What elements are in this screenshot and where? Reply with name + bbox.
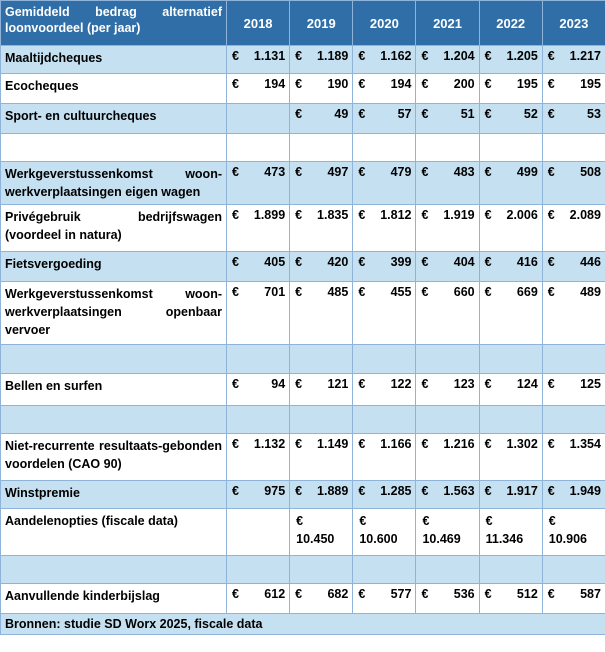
value-cell-2019 xyxy=(290,434,353,481)
euro-sign: € xyxy=(232,77,239,91)
euro-sign: € xyxy=(548,514,556,528)
value-cell-2020 xyxy=(353,252,416,282)
value-cell-2020 xyxy=(353,345,416,374)
value-cell-2019 xyxy=(290,374,353,406)
euro-sign: € xyxy=(358,484,366,498)
euro-sign: € xyxy=(232,437,239,451)
year-2019: 2019 xyxy=(290,1,353,46)
value-cell-2023 xyxy=(542,134,605,162)
value-cell-2019 xyxy=(290,584,353,614)
euro-sign: € xyxy=(295,77,303,91)
amount: 1.166 xyxy=(380,437,412,451)
euro-sign: € xyxy=(358,587,366,601)
row-label xyxy=(1,345,227,374)
value-cell-2019 xyxy=(290,282,353,345)
value-cell-2023 xyxy=(542,345,605,374)
euro-sign: € xyxy=(295,587,303,601)
euro-sign: € xyxy=(484,208,492,222)
value-cell-2022 xyxy=(479,282,542,345)
amount: 405 xyxy=(264,255,286,269)
amount: 508 xyxy=(580,165,601,179)
amount: 416 xyxy=(516,255,538,269)
amount: 194 xyxy=(264,77,286,91)
table-row xyxy=(1,74,605,104)
value-cell-2022 xyxy=(479,406,542,434)
value-cell-2022 xyxy=(479,205,542,252)
euro-sign: € xyxy=(547,437,555,451)
value-cell-2023 xyxy=(542,584,605,614)
value-cell-2021 xyxy=(416,46,479,74)
table-row xyxy=(1,406,605,434)
euro-sign: € xyxy=(358,285,366,299)
amount: 483 xyxy=(453,165,475,179)
value-cell-2022 xyxy=(479,584,542,614)
euro-sign: € xyxy=(295,165,303,179)
euro-sign: € xyxy=(484,285,492,299)
table-row xyxy=(1,556,605,584)
euro-sign: € xyxy=(358,437,366,451)
euro-sign: € xyxy=(358,49,366,63)
value-cell-2021 xyxy=(416,406,479,434)
value-cell-2019 xyxy=(290,134,353,162)
euro-sign: € xyxy=(295,437,303,451)
euro-sign: € xyxy=(484,107,492,121)
amount: 51 xyxy=(460,107,475,121)
value-cell-2023 xyxy=(542,282,605,345)
value-cell-2018 xyxy=(227,74,290,104)
euro-sign: € xyxy=(484,165,492,179)
table-row xyxy=(1,104,605,134)
euro-sign: € xyxy=(295,285,303,299)
euro-sign: € xyxy=(232,49,239,63)
value-cell-2018 xyxy=(227,282,290,345)
value-cell-2023 xyxy=(542,509,605,556)
amount: 94 xyxy=(271,377,286,391)
value-cell-2021 xyxy=(416,134,479,162)
year-2023: 2023 xyxy=(542,1,605,46)
euro-sign: € xyxy=(484,437,492,451)
euro-sign: € xyxy=(295,484,303,498)
euro-sign: € xyxy=(232,255,239,269)
amount: 194 xyxy=(390,77,412,91)
value-cell-2018 xyxy=(227,205,290,252)
value-cell-2021 xyxy=(416,282,479,345)
row-label: Winstpremie xyxy=(1,481,227,509)
row-label: Werkgeverstussenkomst woon-werkverplaatsingen eigen wagen xyxy=(1,162,227,205)
table-row xyxy=(1,345,605,374)
value-cell-2023 xyxy=(542,162,605,205)
amount: 1.205 xyxy=(506,49,538,63)
value-cell-2018 xyxy=(227,509,290,556)
value-cell-2018 xyxy=(227,556,290,584)
value-cell-2021 xyxy=(416,434,479,481)
value-cell-2020 xyxy=(353,205,416,252)
euro-sign: € xyxy=(421,107,429,121)
amount: 473 xyxy=(264,165,286,179)
row-label: Ecocheques xyxy=(1,74,227,104)
euro-sign: € xyxy=(484,77,492,91)
amount: 121 xyxy=(327,377,349,391)
value-cell-2023 xyxy=(542,252,605,282)
value-cell-2022 xyxy=(479,104,542,134)
value-cell-2019 xyxy=(290,104,353,134)
value-cell-2023 xyxy=(542,46,605,74)
row-label xyxy=(1,556,227,584)
row-label: Sport- en cultuurcheques xyxy=(1,104,227,134)
amount: 587 xyxy=(580,587,601,601)
amount: 2.089 xyxy=(569,208,601,222)
amount: 57 xyxy=(397,107,412,121)
amount: 399 xyxy=(390,255,412,269)
euro-sign: € xyxy=(484,587,492,601)
euro-sign: € xyxy=(295,107,303,121)
value-cell-2020 xyxy=(353,104,416,134)
euro-sign: € xyxy=(359,514,367,528)
table-body xyxy=(1,46,605,614)
row-label: Werkgeverstussenkomst woon-werkverplaatsingen openbaar vervoer xyxy=(1,282,227,345)
euro-sign: € xyxy=(421,255,429,269)
value-cell-2021 xyxy=(416,162,479,205)
table-row xyxy=(1,252,605,282)
amount: 200 xyxy=(453,77,475,91)
year-2021: 2021 xyxy=(416,1,479,46)
amount: 536 xyxy=(453,587,475,601)
amount: 489 xyxy=(580,285,601,299)
row-label: Niet-recurrente resultaats-gebonden voordelen (CAO 90) xyxy=(1,434,227,481)
value-cell-2018 xyxy=(227,252,290,282)
value-cell-2020 xyxy=(353,134,416,162)
amount: 682 xyxy=(327,587,349,601)
value-cell-2019 xyxy=(290,162,353,205)
row-label: Aandelenopties (fiscale data) xyxy=(1,509,227,556)
euro-sign: € xyxy=(422,514,430,528)
value-cell-2019 xyxy=(290,205,353,252)
value-cell-2018 xyxy=(227,345,290,374)
value-cell-2021 xyxy=(416,584,479,614)
value-cell-2018 xyxy=(227,134,290,162)
euro-sign: € xyxy=(358,165,366,179)
value-cell-2020 xyxy=(353,406,416,434)
table-row xyxy=(1,481,605,509)
amount: 485 xyxy=(327,285,349,299)
table-row xyxy=(1,584,605,614)
amount: 2.006 xyxy=(506,208,538,222)
source-row xyxy=(1,614,605,635)
amount: 1.189 xyxy=(317,49,349,63)
amount: 479 xyxy=(390,165,412,179)
euro-sign: € xyxy=(295,255,303,269)
amount: 52 xyxy=(523,107,538,121)
euro-sign: € xyxy=(358,77,366,91)
euro-sign: € xyxy=(421,285,429,299)
table-row xyxy=(1,282,605,345)
value-cell-2020 xyxy=(353,481,416,509)
amount: 1.919 xyxy=(443,208,475,222)
value-cell-2023 xyxy=(542,374,605,406)
year-2022: 2022 xyxy=(479,1,542,46)
amount: 446 xyxy=(580,255,601,269)
table-row xyxy=(1,205,605,252)
euro-sign: € xyxy=(296,514,304,528)
euro-sign: € xyxy=(547,377,555,391)
table-row xyxy=(1,509,605,556)
euro-sign: € xyxy=(547,484,555,498)
value-cell-2022 xyxy=(479,509,542,556)
value-cell-2019 xyxy=(290,46,353,74)
amount: 125 xyxy=(580,377,601,391)
amount: 1.899 xyxy=(253,208,286,222)
euro-sign: € xyxy=(421,208,429,222)
value-cell-2022 xyxy=(479,162,542,205)
amount: 612 xyxy=(264,587,286,601)
euro-sign: € xyxy=(421,165,429,179)
value-cell-2019 xyxy=(290,74,353,104)
row-label: Fietsvergoeding xyxy=(1,252,227,282)
euro-sign: € xyxy=(484,255,492,269)
euro-sign: € xyxy=(421,77,429,91)
amount: 190 xyxy=(327,77,349,91)
value-cell-2022 xyxy=(479,252,542,282)
amount: 404 xyxy=(453,255,475,269)
euro-sign: € xyxy=(232,285,239,299)
value-cell-2020 xyxy=(353,74,416,104)
value-cell-2021 xyxy=(416,252,479,282)
amount: 1.285 xyxy=(380,484,412,498)
euro-sign: € xyxy=(547,77,555,91)
amount: 11.346 xyxy=(485,532,524,546)
table-row xyxy=(1,162,605,205)
value-cell-2018 xyxy=(227,104,290,134)
amount: 420 xyxy=(327,255,349,269)
value-cell-2023 xyxy=(542,74,605,104)
value-cell-2020 xyxy=(353,509,416,556)
value-cell-2019 xyxy=(290,481,353,509)
row-label: Privégebruik bedrijfswagen (voordeel in natura) xyxy=(1,205,227,252)
value-cell-2021 xyxy=(416,374,479,406)
value-cell-2022 xyxy=(479,374,542,406)
year-2018: 2018 xyxy=(227,1,290,46)
row-label xyxy=(1,406,227,434)
value-cell-2020 xyxy=(353,162,416,205)
euro-sign: € xyxy=(547,587,555,601)
value-cell-2018 xyxy=(227,584,290,614)
value-cell-2021 xyxy=(416,509,479,556)
value-cell-2021 xyxy=(416,556,479,584)
value-cell-2023 xyxy=(542,434,605,481)
row-label: Bellen en surfen xyxy=(1,374,227,406)
value-cell-2019 xyxy=(290,556,353,584)
table-row xyxy=(1,374,605,406)
amount: 1.889 xyxy=(317,484,349,498)
value-cell-2018 xyxy=(227,162,290,205)
value-cell-2022 xyxy=(479,345,542,374)
value-cell-2022 xyxy=(479,481,542,509)
euro-sign: € xyxy=(484,49,492,63)
value-cell-2020 xyxy=(353,584,416,614)
value-cell-2019 xyxy=(290,252,353,282)
table-row xyxy=(1,434,605,481)
amount: 1.149 xyxy=(317,437,349,451)
value-cell-2018 xyxy=(227,406,290,434)
value-cell-2022 xyxy=(479,556,542,584)
amount: 499 xyxy=(516,165,538,179)
amount: 512 xyxy=(516,587,538,601)
value-cell-2022 xyxy=(479,74,542,104)
euro-sign: € xyxy=(232,208,239,222)
amount: 1.563 xyxy=(443,484,475,498)
amount: 1.302 xyxy=(506,437,538,451)
amount: 497 xyxy=(327,165,349,179)
euro-sign: € xyxy=(484,484,492,498)
value-cell-2023 xyxy=(542,481,605,509)
amount: 10.450 xyxy=(296,532,335,546)
value-cell-2019 xyxy=(290,509,353,556)
euro-sign: € xyxy=(232,165,239,179)
row-label xyxy=(1,134,227,162)
amount: 975 xyxy=(264,484,286,498)
value-cell-2019 xyxy=(290,406,353,434)
table-row xyxy=(1,134,605,162)
value-cell-2018 xyxy=(227,46,290,74)
amount: 1.216 xyxy=(443,437,475,451)
amount: 1.217 xyxy=(569,49,601,63)
value-cell-2021 xyxy=(416,205,479,252)
value-cell-2018 xyxy=(227,434,290,481)
header-row xyxy=(1,1,605,46)
amount: 1.162 xyxy=(380,49,412,63)
euro-sign: € xyxy=(358,208,366,222)
amount: 455 xyxy=(390,285,412,299)
amount: 1.949 xyxy=(569,484,601,498)
value-cell-2021 xyxy=(416,104,479,134)
amount: 10.469 xyxy=(422,532,461,546)
amount: 195 xyxy=(516,77,538,91)
value-cell-2023 xyxy=(542,406,605,434)
row-label: Maaltijdcheques xyxy=(1,46,227,74)
euro-sign: € xyxy=(358,255,366,269)
euro-sign: € xyxy=(421,49,429,63)
euro-sign: € xyxy=(421,484,429,498)
value-cell-2019 xyxy=(290,345,353,374)
value-cell-2021 xyxy=(416,345,479,374)
amount: 10.600 xyxy=(359,532,398,546)
value-cell-2023 xyxy=(542,556,605,584)
euro-sign: € xyxy=(547,107,555,121)
value-cell-2018 xyxy=(227,481,290,509)
year-2020: 2020 xyxy=(353,1,416,46)
amount: 122 xyxy=(390,377,412,391)
amount: 195 xyxy=(580,77,601,91)
euro-sign: € xyxy=(421,377,429,391)
euro-sign: € xyxy=(547,208,555,222)
value-cell-2021 xyxy=(416,481,479,509)
amount: 1.132 xyxy=(253,437,286,451)
euro-sign: € xyxy=(484,377,492,391)
value-cell-2020 xyxy=(353,46,416,74)
value-cell-2023 xyxy=(542,104,605,134)
value-cell-2018 xyxy=(227,374,290,406)
amount: 1.812 xyxy=(380,208,412,222)
amount: 10.906 xyxy=(548,532,588,546)
euro-sign: € xyxy=(421,437,429,451)
euro-sign: € xyxy=(485,514,493,528)
euro-sign: € xyxy=(547,285,555,299)
amount: 1.204 xyxy=(443,49,475,63)
value-cell-2022 xyxy=(479,434,542,481)
amount: 1.131 xyxy=(253,49,286,63)
value-cell-2020 xyxy=(353,556,416,584)
euro-sign: € xyxy=(421,587,429,601)
row-label: Aanvullende kinderbijslag xyxy=(1,584,227,614)
amount: 577 xyxy=(390,587,412,601)
euro-sign: € xyxy=(232,484,239,498)
euro-sign: € xyxy=(295,377,303,391)
euro-sign: € xyxy=(232,377,239,391)
value-cell-2020 xyxy=(353,434,416,481)
euro-sign: € xyxy=(547,165,555,179)
amount: 1.835 xyxy=(317,208,349,222)
euro-sign: € xyxy=(358,377,366,391)
amount: 701 xyxy=(264,285,286,299)
euro-sign: € xyxy=(547,49,555,63)
amount: 660 xyxy=(453,285,475,299)
amount: 123 xyxy=(453,377,475,391)
header-label: Gemiddeld bedrag alternatief loonvoordeel (per jaar) xyxy=(1,1,227,46)
value-cell-2020 xyxy=(353,282,416,345)
table-row xyxy=(1,46,605,74)
amount: 1.354 xyxy=(569,437,601,451)
euro-sign: € xyxy=(295,208,303,222)
value-cell-2023 xyxy=(542,205,605,252)
amount: 124 xyxy=(516,377,538,391)
value-cell-2021 xyxy=(416,74,479,104)
euro-sign: € xyxy=(547,255,555,269)
source-note: Bronnen: studie SD Worx 2025, fiscale data xyxy=(1,614,605,635)
value-cell-2020 xyxy=(353,374,416,406)
amount: 49 xyxy=(334,107,349,121)
amount: 669 xyxy=(516,285,538,299)
euro-sign: € xyxy=(295,49,303,63)
value-cell-2022 xyxy=(479,46,542,74)
value-cell-2022 xyxy=(479,134,542,162)
euro-sign: € xyxy=(358,107,366,121)
amount: 1.917 xyxy=(506,484,538,498)
euro-sign: € xyxy=(232,587,239,601)
amount: 53 xyxy=(587,107,601,121)
